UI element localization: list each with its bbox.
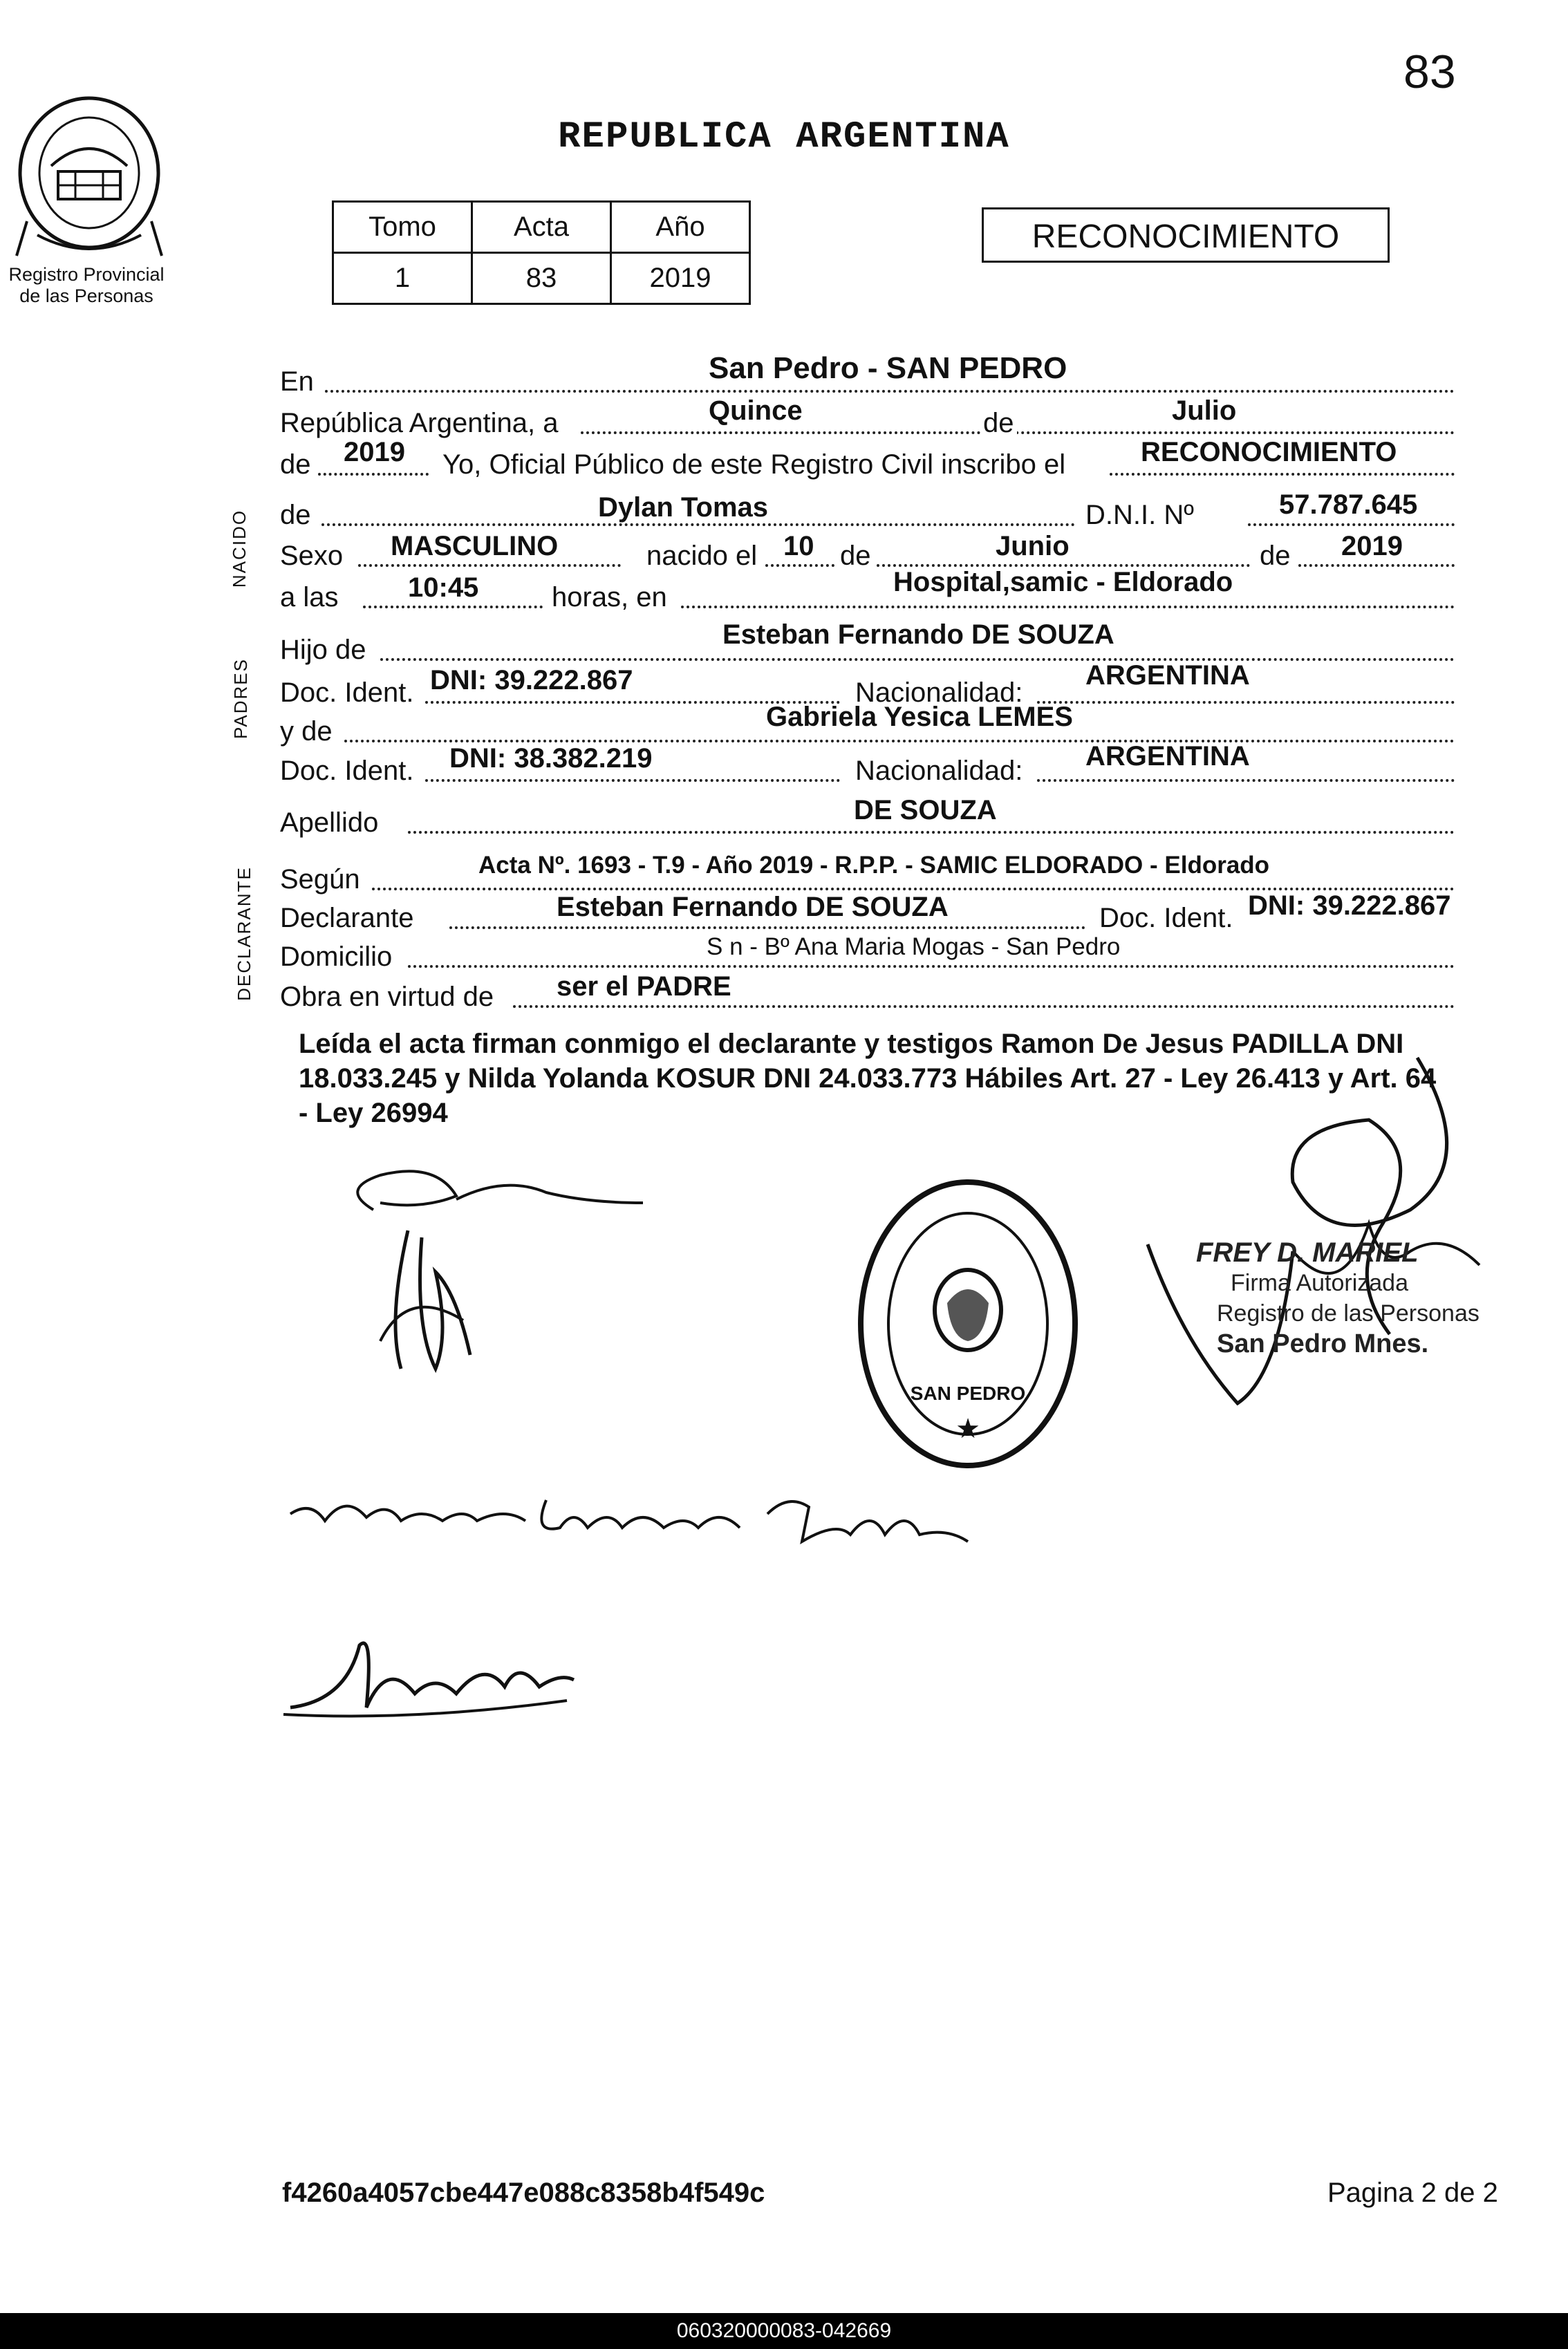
dotted-line bbox=[318, 473, 429, 476]
label-de-mes-nac: de bbox=[840, 541, 871, 571]
value-anio: 2019 bbox=[344, 437, 405, 467]
value-declarante-doc: DNI: 39.222.867 bbox=[1248, 890, 1451, 921]
dotted-line bbox=[681, 606, 1455, 608]
acta-value: 83 bbox=[472, 253, 611, 304]
label-doc-ident-madre: Doc. Ident. bbox=[280, 756, 414, 786]
value-dni: 57.787.645 bbox=[1279, 489, 1418, 520]
dotted-line bbox=[363, 606, 543, 608]
label-doc-ident-padre: Doc. Ident. bbox=[280, 677, 414, 708]
official-stamp bbox=[1196, 1237, 1514, 1359]
registry-line-2: de las Personas bbox=[19, 286, 153, 306]
value-lugar-nacimiento: Hospital,samic - Eldorado bbox=[893, 567, 1233, 597]
label-obra: Obra en virtud de bbox=[280, 982, 494, 1012]
label-nacido-el: nacido el bbox=[646, 541, 758, 571]
label-de-mes: de bbox=[980, 408, 1017, 439]
value-hora: 10:45 bbox=[408, 572, 479, 603]
label-de-anio: de bbox=[280, 449, 311, 480]
act-type-box: RECONOCIMIENTO bbox=[982, 207, 1390, 263]
page-indicator: Pagina 2 de 2 bbox=[1327, 2178, 1498, 2208]
label-dni: D.N.I. Nº bbox=[1085, 500, 1194, 530]
dotted-line bbox=[325, 390, 1455, 393]
dotted-line bbox=[321, 523, 1075, 526]
value-segun: Acta Nº. 1693 - T.9 - Año 2019 - R.P.P. - SAMIC ELDORADO - Eldorado bbox=[478, 852, 1270, 879]
section-declarante: DECLARANTE bbox=[233, 866, 254, 1001]
witness-handwritten-name bbox=[283, 1479, 975, 1576]
dotted-line bbox=[1037, 701, 1455, 704]
label-apellido: Apellido bbox=[280, 807, 379, 838]
label-yo-oficial: Yo, Oficial Público de este Registro Civil inscribo el bbox=[442, 449, 1066, 480]
value-tipo: RECONOCIMIENTO bbox=[1141, 437, 1397, 467]
label-sexo: Sexo bbox=[280, 541, 344, 571]
dotted-line bbox=[380, 658, 1455, 661]
value-padre: Esteban Fernando DE SOUZA bbox=[722, 619, 1114, 650]
dotted-line bbox=[1037, 779, 1455, 782]
value-nombre: Dylan Tomas bbox=[598, 492, 768, 523]
value-declarante: Esteban Fernando DE SOUZA bbox=[557, 892, 949, 922]
value-anio-nacimiento: 2019 bbox=[1341, 531, 1403, 561]
document-hash: f4260a4057cbe447e088c8358b4f549c bbox=[282, 2178, 765, 2208]
anio-header: Año bbox=[611, 202, 750, 253]
value-sexo: MASCULINO bbox=[391, 531, 559, 561]
value-lugar: San Pedro - SAN PEDRO bbox=[709, 351, 1067, 385]
label-de-anio-nac: de bbox=[1260, 541, 1291, 571]
value-dia-nacimiento: 10 bbox=[783, 531, 814, 561]
label-de-nombre: de bbox=[280, 500, 311, 530]
official-name: FREY D. MARIEL bbox=[1196, 1237, 1419, 1268]
registry-line-1: Registro Provincial bbox=[8, 264, 165, 285]
page-number: 83 bbox=[1403, 46, 1456, 98]
closing-text: Leída el acta firman conmigo el declarante y testigos Ramon De Jesus PADILLA DNI 18.033.245 y Nilda Yolanda KOSUR DNI 24.033.773 Hábiles Art. 27 - Ley 26.413 y Art. 64 - Ley 26994 bbox=[299, 1029, 1437, 1128]
value-domicilio: S n - Bº Ana Maria Mogas - San Pedro bbox=[707, 933, 1121, 960]
official-stamp-line1: Firma Autorizada bbox=[1231, 1270, 1408, 1296]
label-nacionalidad-madre: Nacionalidad: bbox=[855, 756, 1023, 786]
svg-text:★: ★ bbox=[955, 1414, 980, 1444]
label-domicilio: Domicilio bbox=[280, 942, 393, 972]
dotted-line bbox=[408, 965, 1455, 968]
value-madre-nacionalidad: ARGENTINA bbox=[1085, 741, 1250, 771]
official-stamp-line2: Registro de las Personas bbox=[1217, 1300, 1480, 1327]
dotted-line bbox=[1248, 523, 1455, 526]
value-mes-nacimiento: Junio bbox=[996, 531, 1070, 561]
value-padre-nacionalidad: ARGENTINA bbox=[1085, 660, 1250, 691]
registry-name bbox=[0, 264, 173, 307]
dotted-line bbox=[425, 779, 840, 782]
label-doc-ident-declarante: Doc. Ident. bbox=[1099, 903, 1233, 933]
tomo-acta-anio-table bbox=[332, 200, 751, 305]
country-title: REPUBLICA ARGENTINA bbox=[558, 116, 1010, 158]
label-horas-en: horas, en bbox=[552, 582, 667, 612]
dotted-line bbox=[765, 564, 834, 567]
delegation-seal bbox=[854, 1172, 1082, 1476]
tomo-header: Tomo bbox=[333, 202, 472, 253]
label-nacionalidad-padre: Nacionalidad: bbox=[855, 677, 1023, 708]
acta-header: Acta bbox=[472, 202, 611, 253]
label-segun: Según bbox=[280, 864, 360, 895]
label-a-las: a las bbox=[280, 582, 339, 612]
seal-city: SAN PEDRO bbox=[910, 1383, 1026, 1404]
barcode-footer: 060320000083-042669 bbox=[0, 2313, 1568, 2349]
official-stamp-line3: San Pedro Mnes. bbox=[1217, 1329, 1429, 1358]
value-mes: Julio bbox=[1172, 395, 1237, 426]
value-padre-doc: DNI: 39.222.867 bbox=[430, 665, 633, 695]
dotted-line bbox=[449, 926, 1085, 929]
dotted-line bbox=[513, 1005, 1455, 1008]
dotted-line bbox=[344, 740, 1455, 742]
label-y-de: y de bbox=[280, 716, 333, 747]
label-hijo-de: Hijo de bbox=[280, 635, 366, 665]
section-padres: PADRES bbox=[230, 658, 251, 739]
dotted-line bbox=[1110, 473, 1455, 476]
label-republica: República Argentina, a bbox=[280, 408, 559, 438]
tomo-value: 1 bbox=[333, 253, 472, 304]
dotted-line bbox=[358, 564, 621, 567]
dotted-line bbox=[408, 831, 1455, 834]
value-madre-doc: DNI: 38.382.219 bbox=[449, 743, 653, 774]
value-madre: Gabriela Yesica LEMES bbox=[766, 702, 1073, 732]
dotted-line bbox=[581, 431, 1455, 434]
section-nacido: NACIDO bbox=[229, 509, 250, 588]
witness-signature bbox=[277, 1631, 595, 1742]
label-declarante: Declarante bbox=[280, 903, 414, 933]
anio-value: 2019 bbox=[611, 253, 750, 304]
label-en: En bbox=[280, 366, 314, 397]
value-dia: Quince bbox=[709, 395, 803, 426]
dotted-line bbox=[1298, 564, 1455, 567]
declarant-signature bbox=[297, 1161, 657, 1396]
value-apellido: DE SOUZA bbox=[854, 795, 997, 825]
value-obra: ser el PADRE bbox=[557, 971, 731, 1002]
